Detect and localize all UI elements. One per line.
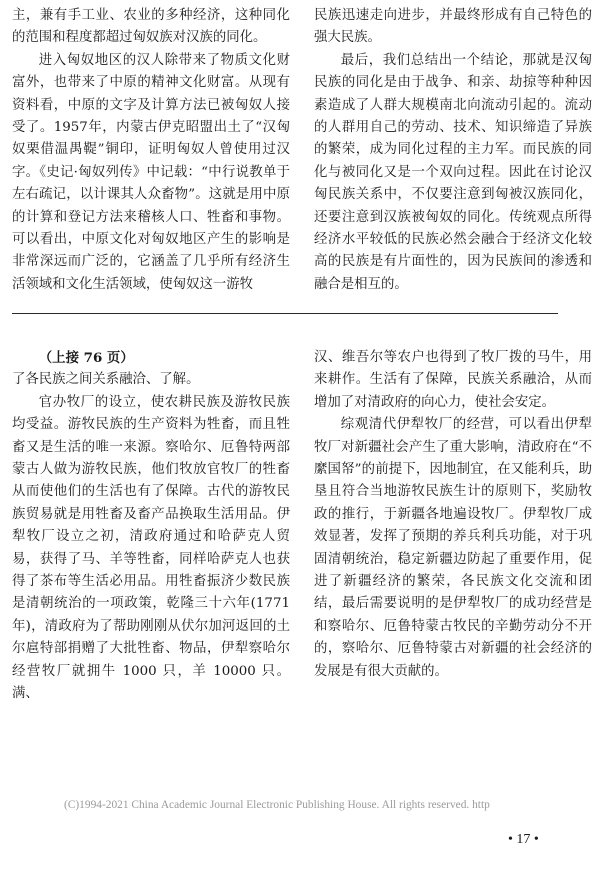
continuation-label: （上接 76 页） [38,350,134,366]
paragraph: 最后，我们总结出一个结论，那就是汉匈民族的同化是由于战争、和亲、劫掠等种种因素造成了人群大规模南北向流动引起的。流动的人群用自己的劳动、技术、知识缔造了异族的繁荣，成为同化过程的主力军。而民族的同化与被同化又是一个双向过程。因此在讨论汉匈民族关系中，不仅要注意到匈被汉族同化，还要注意到汉族被匈奴的同化。传统观点所得经济水平较低的民族必然会融合于经济文化较高的民族是有片面性的，因为民族间的渗透和融合是相互的。 [314,52,592,292]
paragraph: 官办牧厂的设立，使农耕民族及游牧民族均受益。游牧民族的生产资料为牲畜，而且牲畜又是生活的唯一来源。察哈尔、厄鲁特两部蒙古人做为游牧民族，他们牧放官牧厂的牲畜从而使他们的生活也有了保障。古代的游牧民族贸易就是用牲畜及畜产品换取生活用品。伊犁牧厂设立之初，清政府通过和哈萨克人贸易，获得了马、羊等牲畜，同样哈萨克人也获得了茶布等生活必用品。用牲畜振济少数民族是清朝统治的一项政策，乾隆三十六年(1771年)，清政府为了帮助刚刚从伏尔加河返回的土尔扈特部捐赠了大批牲畜、物品，伊犁察哈尔经营牧厂就拥牛 1000 只，羊 10000 只。满、 [12,394,290,702]
copyright-footer: (C)1994-2021 China Academic Journal Electronic Publishing House. All rights reserved. http [64,799,490,811]
section-divider [12,313,558,314]
bottom-right-column [314,347,592,683]
paragraph: 汉、维吾尔等农户也得到了牧厂拨的马牛，用来耕作。生活有了保障，民族关系融洽，从而增加了对清政府的向心力，使社会安定。 [314,350,592,410]
paragraph: 进入匈奴地区的汉人除带来了物质文化财富外，也带来了中原的精神文化财富。从现有资料看，中原的文字及计算方法已被匈奴人接受了。1957年，内蒙古伊克昭盟出土了“汉匈奴栗借温禺鞮”铜印，证明匈奴人曾使用过汉字。《史记·匈奴列传》中记载：“中行说教单于左右疏记，以计课其人众畜物”。这就是用中原的计算和登记方法来稽核人口、牲畜和事物。可以看出，中原文化对匈奴地区产生的影响是非常深远而广泛的，它涵盖了几乎所有经济生活领域和文化生活领域，使匈奴这一游牧 [12,52,290,292]
top-right-column [314,5,592,296]
top-left-column [12,5,290,296]
paragraph: 综观清代伊犁牧厂的经营，可以看出伊犁牧厂对新疆社会产生了重大影响，清政府在“不縻国帑”的前提下，因地制宜，在又能利兵，助垦且符合当地游牧民族生计的原则下，奖励牧政的推行，于新疆各地遍设牧厂。伊犁牧厂成效显著，发挥了预期的养兵利兵功能，对于巩固清朝统治，稳定新疆边防起了重要作用，促进了新疆经济的繁荣，各民族文化交流和团结，最后需要说明的是伊犁牧厂的成功经营是和察哈尔、厄鲁特蒙古牧民的辛勤劳动分不开的，察哈尔、厄鲁特蒙古对新疆的社会经济的发展是有很大贡献的。 [314,417,592,679]
bottom-left-column [12,347,290,706]
page-number: • 17 • [508,832,539,847]
paragraph: 了各民族之间关系融洽、了解。 [12,372,200,388]
paragraph: 民族迅速走向进步，并最终形成有自己特色的强大民族。 [314,8,592,46]
paragraph: 主，兼有手工业、农业的多种经济，这种同化的范围和程度都超过匈奴族对汉族的同化。 [12,8,290,46]
